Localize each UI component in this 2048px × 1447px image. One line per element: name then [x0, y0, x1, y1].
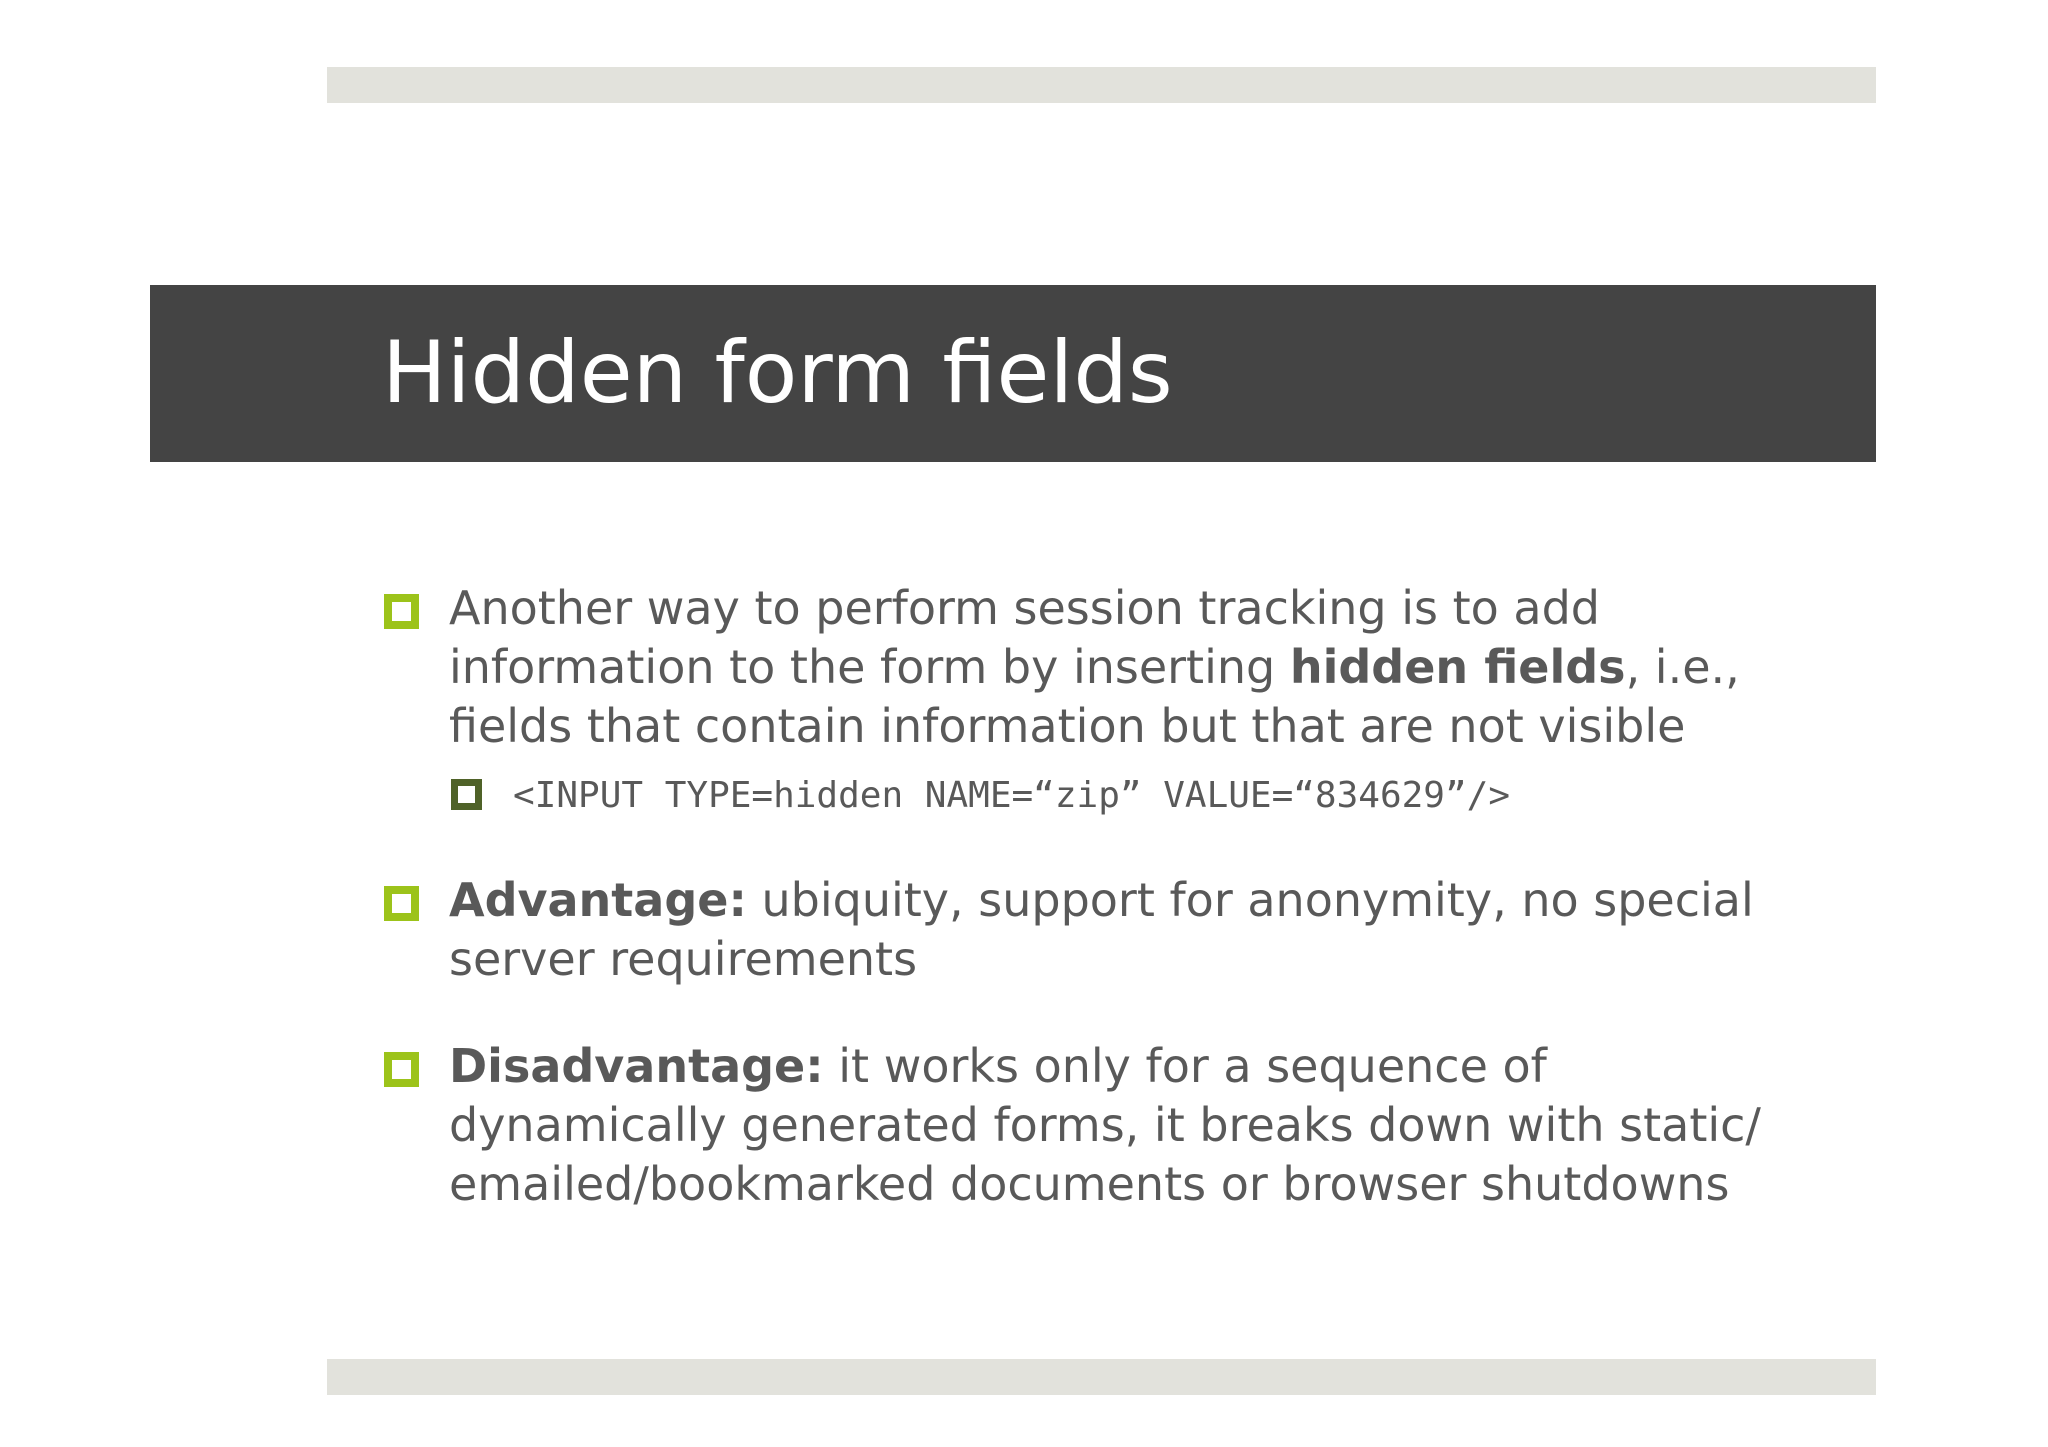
bullet1-line2: [449, 638, 1740, 697]
bullet1-line2-text: information to the form by inserting: [449, 640, 1290, 694]
bullet2-line2: server requirements: [449, 932, 918, 986]
title-bar: [150, 285, 1876, 462]
bullet2-line1-text: ubiquity, support for anonymity, no special: [746, 873, 1754, 927]
disadvantage-label: Disadvantage:: [449, 1039, 824, 1093]
hidden-fields-emphasis: hidden fields: [1289, 640, 1626, 694]
code-example: <INPUT TYPE=hidden NAME=“zip” VALUE=“834629”/>: [513, 775, 1510, 816]
bullet-square-icon: [384, 886, 419, 921]
top-decorative-band: [327, 67, 1876, 103]
slide-title: Hidden form fields: [382, 323, 1173, 423]
bullet-square-icon: [384, 594, 419, 629]
sub-bullet-square-icon: [451, 779, 482, 810]
bullet3-line2: dynamically generated forms, it breaks down with static/: [449, 1098, 1761, 1152]
bullet3-line1: [449, 1037, 1547, 1096]
advantage-label: Advantage:: [449, 873, 747, 927]
bottom-decorative-band: [327, 1359, 1876, 1395]
bullet3-line3: emailed/bookmarked documents or browser shutdowns: [449, 1157, 1730, 1211]
bullet1-line2-tail: , i.e.,: [1625, 640, 1740, 694]
bullet1-line3: fields that contain information but that are not visible: [449, 699, 1686, 753]
bullet1-line1: Another way to perform session tracking is to add: [449, 581, 1601, 635]
bullet-square-icon: [384, 1052, 419, 1087]
bullet3-line1-text: it works only for a sequence of: [823, 1039, 1547, 1093]
bullet2-line1: [449, 871, 1754, 930]
